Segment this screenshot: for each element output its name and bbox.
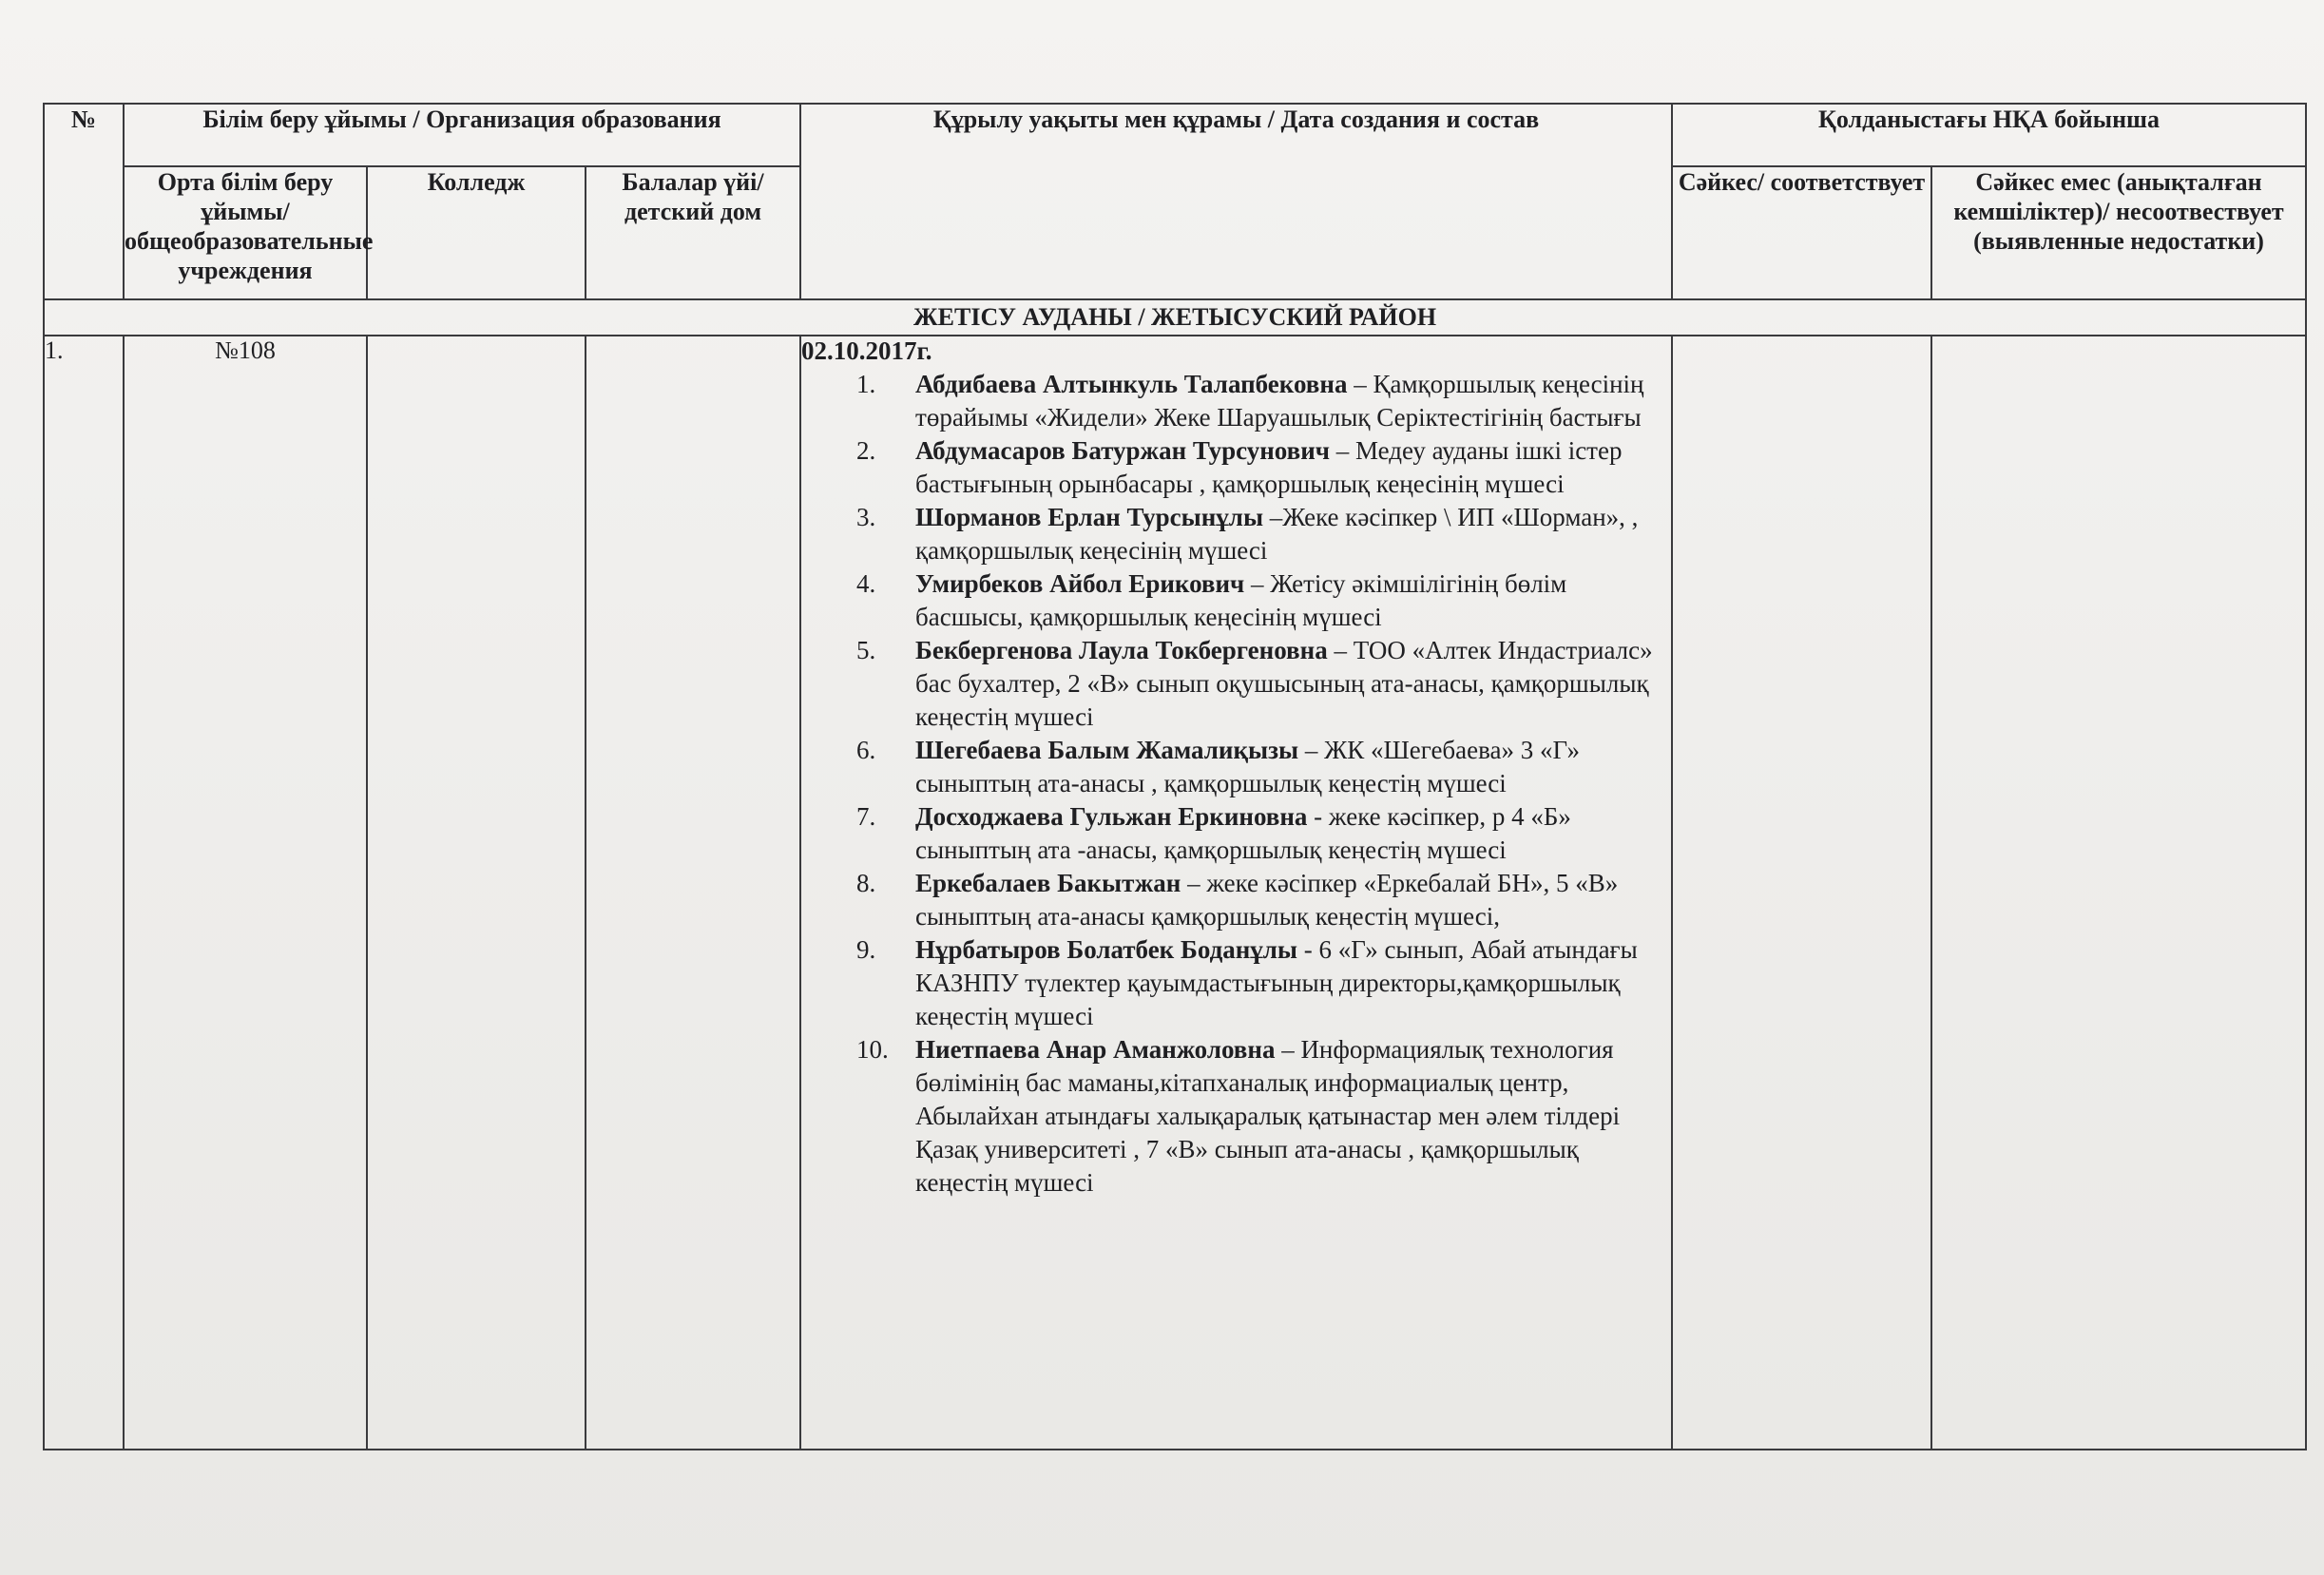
member-number: 1. [856, 370, 876, 398]
member-number: 8. [856, 869, 876, 897]
member-number: 10. [856, 1035, 889, 1064]
oversight-council-table [43, 103, 2307, 1450]
member-number: 9. [856, 935, 876, 964]
header-composition: Құрылу уақыты мен құрамы / Дата создания и состав [800, 104, 1672, 299]
row-number: 1. [44, 336, 124, 1450]
header-organization: Білім беру ұйымы / Организация образования [124, 104, 800, 166]
header-compliant: Сәйкес/ соответствует [1672, 166, 1931, 299]
list-item [801, 567, 1671, 634]
member-name: Бекбергенова Лаула Токбергеновна [915, 636, 1328, 664]
header-college: Колледж [367, 166, 586, 299]
member-name: Шорманов Ерлан Турсынұлы [915, 503, 1264, 531]
list-item [801, 634, 1671, 734]
table-row [44, 336, 2306, 1450]
member-role: – Информациялық технология бөлімінің бас маманы,кітапханалық информациалық центр, Абылайхан атындағы халықаралық қатынастар мен әлем тілдері Қазақ университеті , 7 «В» сынып ата-анасы , қамқоршылық кеңестің мүшесі [915, 1035, 1621, 1197]
header-npa: Қолданыстағы НҚА бойынша [1672, 104, 2306, 166]
member-role: – Жетісу әкімшілігінің бөлім басшысы, қамқоршылық кеңесінің мүшесі [915, 569, 1567, 631]
member-number: 3. [856, 503, 876, 531]
member-name: Ниетпаева Анар Аманжоловна [915, 1035, 1276, 1064]
list-item [801, 501, 1671, 567]
member-name: Абдибаева Алтынкуль Талапбековна [915, 370, 1348, 398]
list-item [801, 933, 1671, 1033]
member-role: –Жеке кәсіпкер \ ИП «Шорман», , қамқоршылық кеңесінің мүшесі [915, 503, 1639, 565]
member-name: Шегебаева Балым Жамалиқызы [915, 736, 1299, 764]
member-role: – жеке кәсіпкер «Еркебалай БН», 5 «В» сыныптың ата-анасы қамқоршылық кеңестің мүшесі, [915, 869, 1619, 931]
member-role: – Қамқоршылық кеңесінің төрайымы «Жидели» Жеке Шаруашылық Серіктестігінің бастығы [915, 370, 1644, 432]
list-item [801, 1033, 1671, 1200]
member-name: Абдумасаров Батуржан Турсунович [915, 436, 1330, 465]
row-orphanage [586, 336, 800, 1450]
district-row: ЖЕТІСУ АУДАНЫ / ЖЕТЫСУСКИЙ РАЙОН [44, 299, 2306, 336]
member-number: 2. [856, 436, 876, 465]
list-item [801, 867, 1671, 933]
list-item [801, 368, 1671, 434]
member-number: 6. [856, 736, 876, 764]
member-number: 4. [856, 569, 876, 598]
member-role: – Медеу ауданы ішкі істер бастығының орынбасары , қамқоршылық кеңесінің мүшесі [915, 436, 1623, 498]
list-item [801, 734, 1671, 800]
member-number: 7. [856, 802, 876, 831]
list-item [801, 800, 1671, 867]
row-college [367, 336, 586, 1450]
row-school: №108 [124, 336, 367, 1450]
header-noncompliant: Сәйкес емес (анықталған кемшіліктер)/ несоотвествует (выявленные недостатки) [1931, 166, 2306, 299]
list-item [801, 434, 1671, 501]
row-compliant [1672, 336, 1931, 1450]
member-role: – ЖК «Шегебаева» 3 «Г» сыныптың ата-анасы , қамқоршылық кеңестің мүшесі [915, 736, 1580, 797]
row-noncompliant [1931, 336, 2306, 1450]
member-name: Нұрбатыров Болатбек Боданұлы [915, 935, 1298, 964]
header-number: № [44, 104, 124, 299]
member-name: Досходжаева Гульжан Еркиновна [915, 802, 1308, 831]
header-orphanage: Балалар үйі/ детский дом [586, 166, 800, 299]
member-role: – ТОО «Алтек Индастриалс» бас бухалтер, 2 «В» сынып оқушысының ата-анасы, қамқоршылық кеңестің мүшесі [915, 636, 1653, 731]
member-name: Еркебалаев Бакытжан [915, 869, 1181, 897]
member-number: 5. [856, 636, 876, 664]
creation-date: 02.10.2017г. [801, 336, 932, 365]
member-role: - жеке кәсіпкер, р 4 «Б» сыныптың ата -анасы, қамқоршылық кеңестің мүшесі [915, 802, 1571, 864]
member-role: - 6 «Г» сынып, Абай атындағы КАЗНПУ түлектер қауымдастығының директоры,қамқоршылық кеңестің мүшесі [915, 935, 1638, 1030]
row-composition [800, 336, 1672, 1450]
member-list [801, 368, 1671, 1200]
header-school: Орта білім беру ұйымы/общеобразовательные учреждения [124, 166, 367, 299]
member-name: Умирбеков Айбол Ерикович [915, 569, 1245, 598]
